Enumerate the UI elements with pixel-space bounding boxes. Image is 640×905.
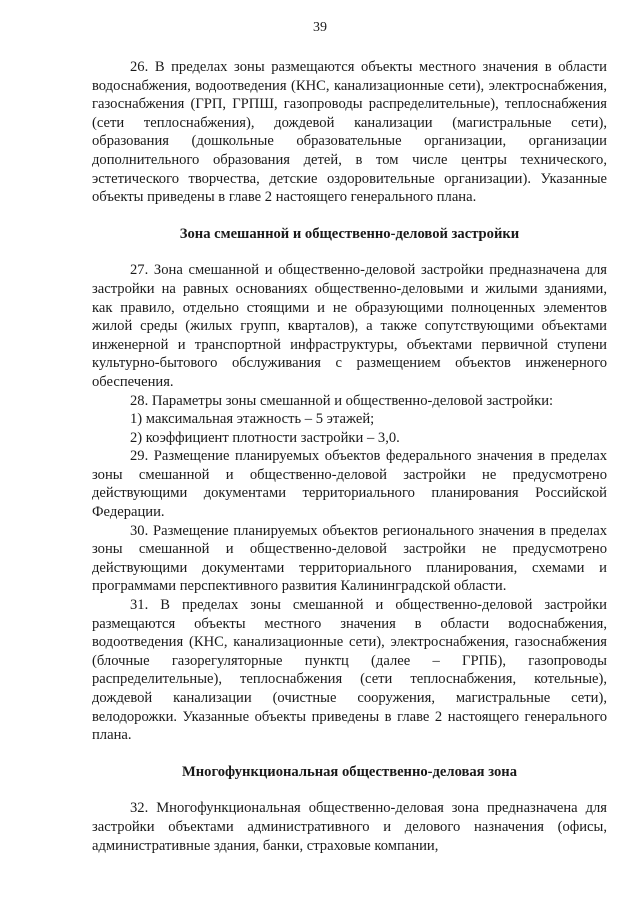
- paragraph-32: 32. Многофункциональная общественно-деловая зона предназначена для застройки объектами административного и делового назначения (офисы, административные здания, банки, страховые компании,: [92, 800, 607, 854]
- page-number: 39: [313, 20, 327, 35]
- paragraph-28-item-1: 1) максимальная этажность – 5 этажей;: [130, 411, 375, 428]
- section-heading-multifunctional-zone: Многофункциональная общественно-деловая зона: [181, 763, 518, 780]
- section-heading-mixed-zone: Зона смешанной и общественно-деловой застройки: [179, 225, 520, 242]
- paragraph-28: 28. Параметры зоны смешанной и общественно-деловой застройки:: [130, 392, 554, 409]
- paragraph-30: 30. Размещение планируемых объектов регионального значения в пределах зоны смешанной и общественно-деловой застройки не предусмотрено действующими документами территориального планирования, схемами и программами перспективного развития Калининградской области.: [92, 522, 607, 595]
- paragraph-29: 29. Размещение планируемых объектов федерального значения в пределах зоны смешанной и общественно-деловой застройки не предусмотрено действующими документами территориального планирования Российской Федерации.: [92, 448, 607, 521]
- paragraph-26: 26. В пределах зоны размещаются объекты местного значения в области водоснабжения, водоотведения (КНС, канализационные сети), электроснабжения, газоснабжения (ГРП, ГРПШ, газопроводы распределительные), теплоснабжения (сети теплоснабжения), дождевой канализации (магистральные сети), образования (дошкольные образовательные организации, организации дополнительного образования детей, в том числе центры технического, эстетического творчества, детские оздоровительные организации). Указанные объекты приведены в главе 2 настоящего генерального плана.: [92, 59, 607, 206]
- paragraph-27: 27. Зона смешанной и общественно-деловой застройки предназначена для застройки на равных основаниях общественно-деловыми и жилыми зданиями, как правило, отдельно стоящими и не образующими полноценных элементов жилой среды (жилых групп, кварталов), а также сопутствующими объектами инженерной и транспортной инфраструктуры, объектами первичной ступени культурно-бытового обслуживания с размещением объектов инженерного обеспечения.: [92, 262, 607, 390]
- paragraph-31: 31. В пределах зоны смешанной и общественно-деловой застройки размещаются объекты местного значения в области водоснабжения, водоотведения (КНС, канализационные сети), электроснабжения, газоснабжения (блочные газорегуляторные пунктц (далее – ГРПБ), газопроводы распределительные), теплоснабжения (сети теплоснабжения, котельные), дождевой канализации (очистные сооружения, магистральные сети), велодорожки. Указанные объекты приведены в главе 2 настоящего генерального плана.: [92, 597, 607, 744]
- document-body: [92, 58, 607, 855]
- paragraph-28-item-2: 2) коэффициент плотности застройки – 3,0.: [130, 429, 400, 446]
